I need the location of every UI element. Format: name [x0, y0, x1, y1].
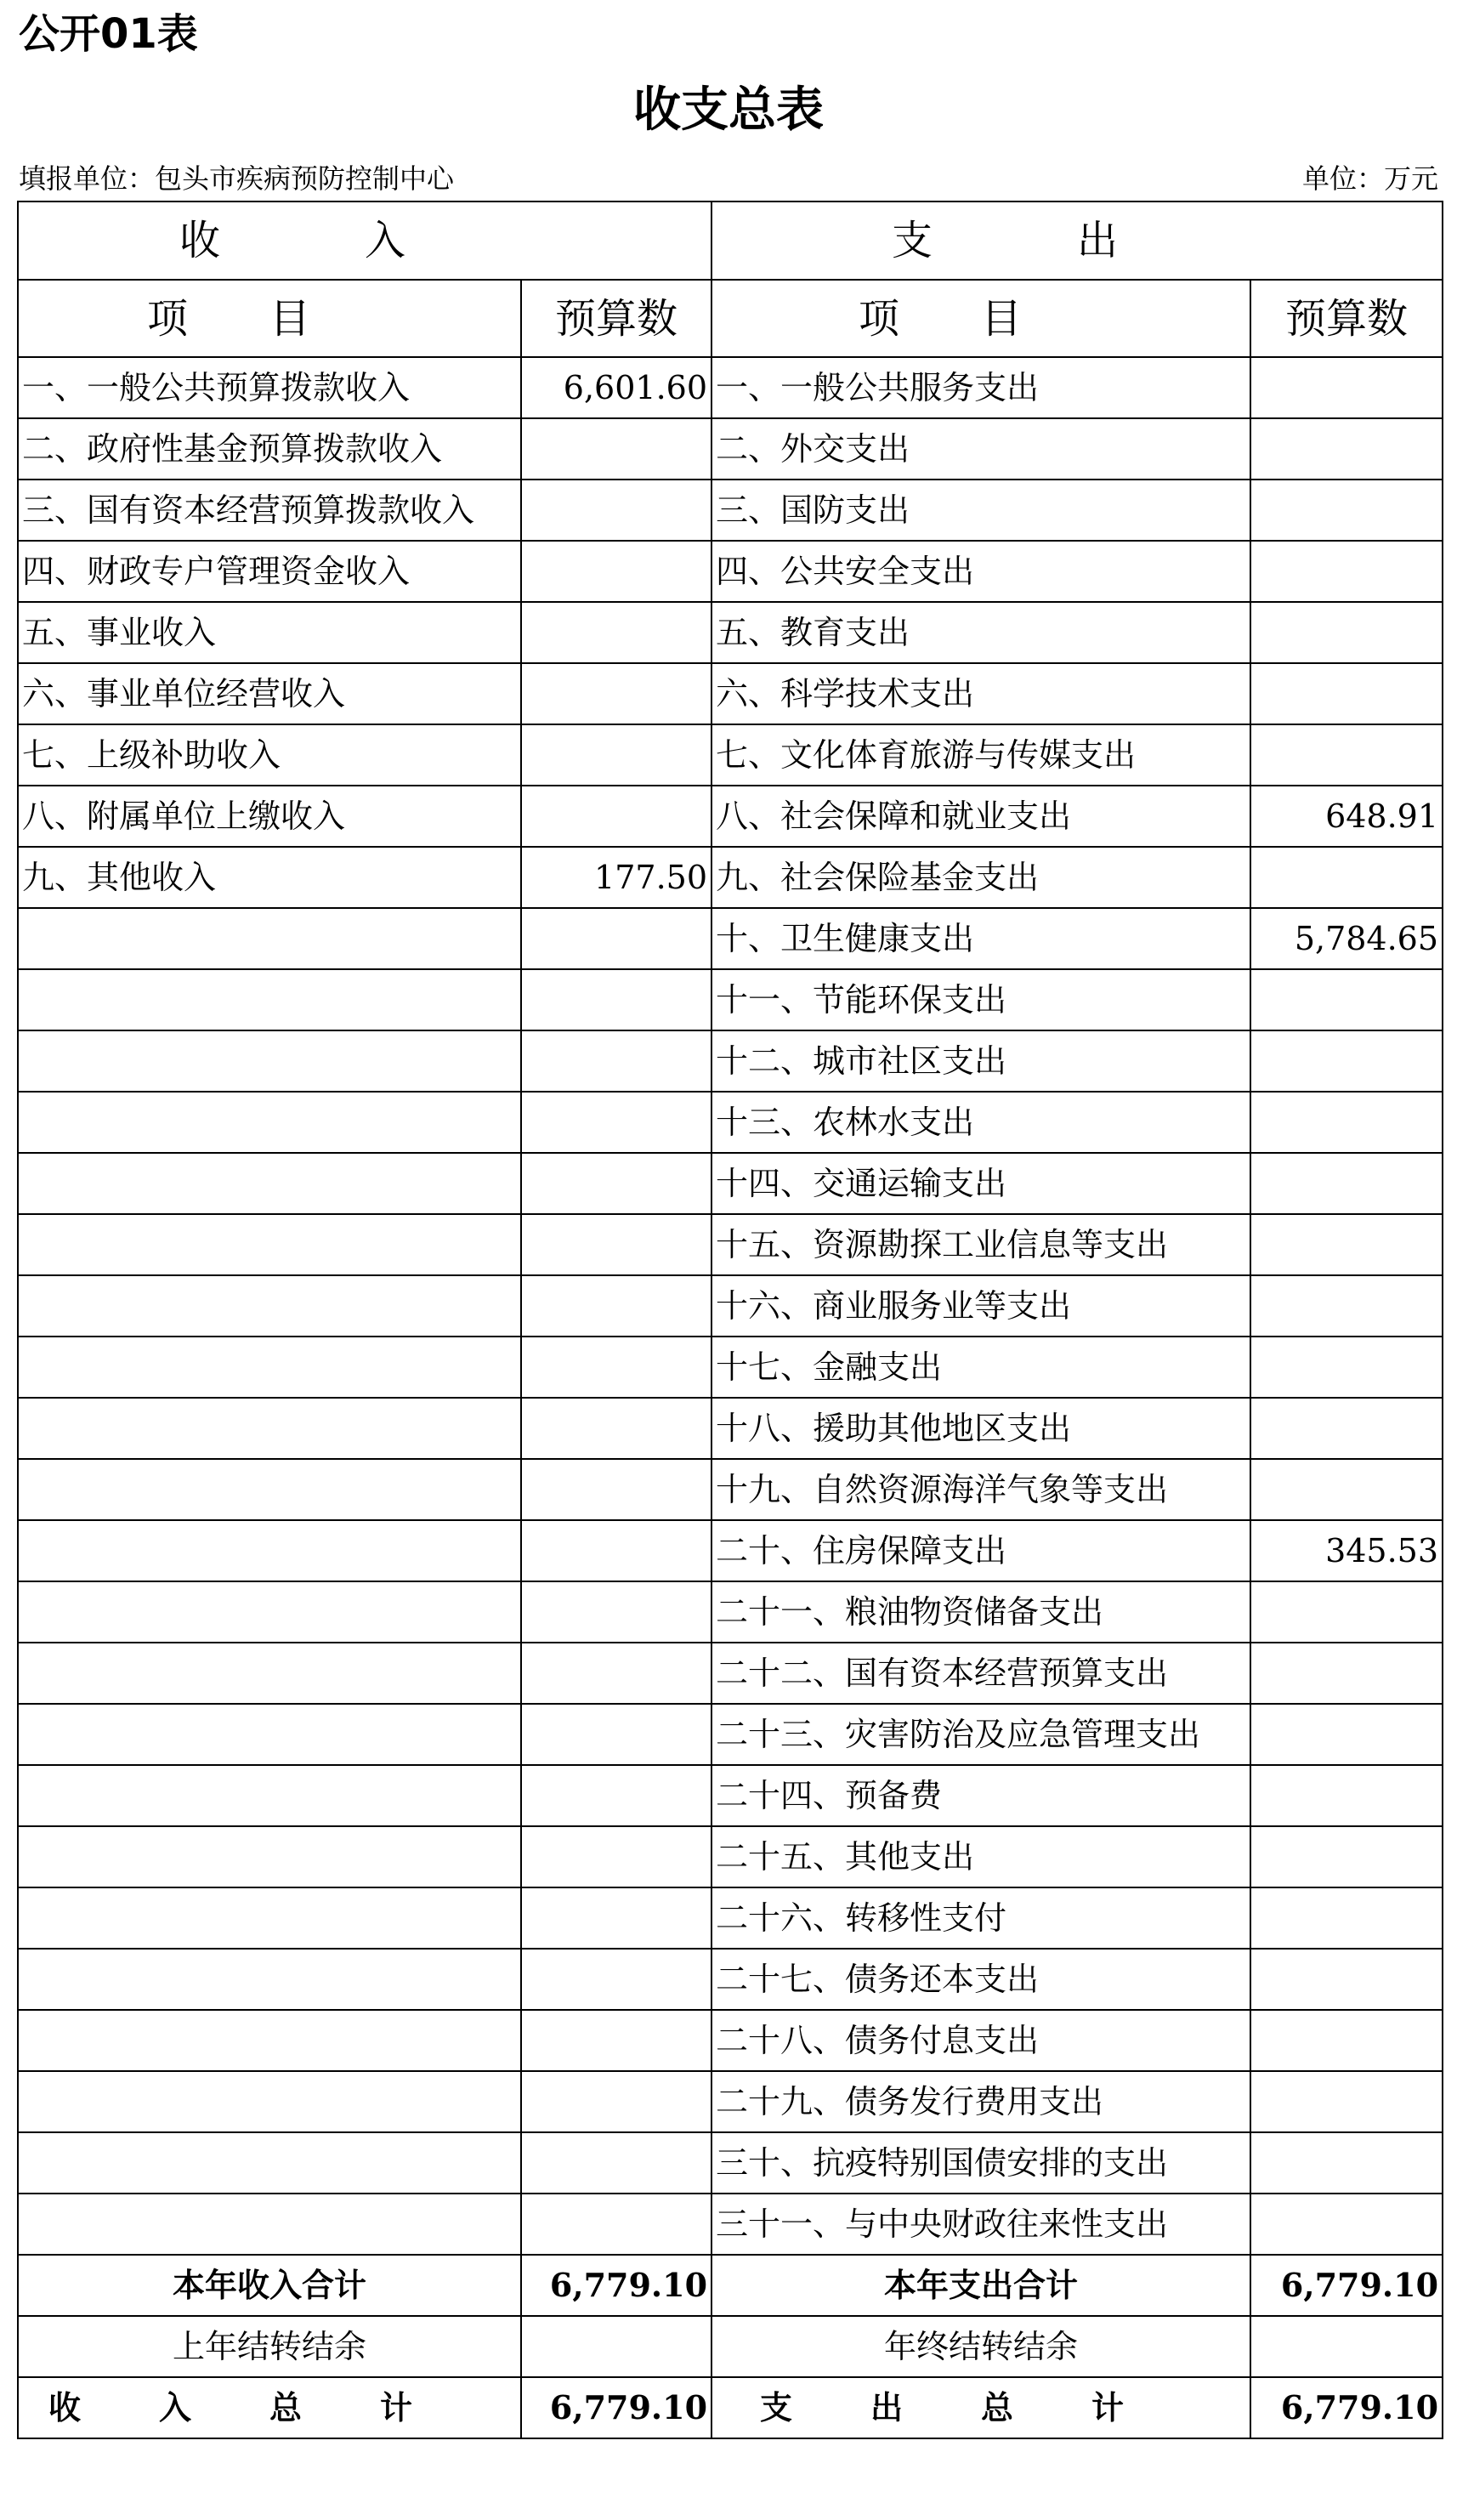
expense-item-cell: 十二、城市社区支出 — [711, 1030, 1250, 1092]
income-amount-cell — [521, 2194, 711, 2255]
expense-item-cell: 十一、节能环保支出 — [711, 969, 1250, 1030]
income-item-cell — [18, 1826, 521, 1887]
expense-amount-cell — [1250, 1092, 1443, 1153]
income-section-header: 收入 — [18, 201, 711, 280]
expense-amount-cell — [1250, 2132, 1443, 2194]
column-header-row — [18, 280, 1443, 357]
income-grand-total-label: 收入总计 — [18, 2377, 521, 2438]
expense-amount-cell — [1250, 418, 1443, 480]
table-row — [18, 2194, 1443, 2255]
expense-grand-total-amount: 6,779.10 — [1250, 2377, 1443, 2438]
income-item-cell — [18, 2132, 521, 2194]
income-amount-cell — [521, 1153, 711, 1214]
income-item-cell: 七、上级补助收入 — [18, 724, 521, 786]
income-item-cell — [18, 1520, 521, 1581]
expense-amount-cell — [1250, 480, 1443, 541]
income-amount-cell — [521, 1765, 711, 1826]
expense-item-cell: 二十八、债务付息支出 — [711, 2010, 1250, 2071]
expense-item-cell: 二十二、国有资本经营预算支出 — [711, 1643, 1250, 1704]
table-row — [18, 1337, 1443, 1398]
year-end-balance-label: 年终结转结余 — [711, 2316, 1250, 2377]
income-amount-cell — [521, 1581, 711, 1643]
expense-item-cell: 二十七、债务还本支出 — [711, 1949, 1250, 2010]
income-amount-cell — [521, 1704, 711, 1765]
income-item-cell: 四、财政专户管理资金收入 — [18, 541, 521, 602]
income-item-cell — [18, 1643, 521, 1704]
expense-item-cell: 二、外交支出 — [711, 418, 1250, 480]
expense-amount-cell — [1250, 1826, 1443, 1887]
annual-total-row — [18, 2255, 1443, 2316]
expense-item-cell: 十三、农林水支出 — [711, 1092, 1250, 1153]
income-item-cell — [18, 1030, 521, 1092]
expense-amount-cell: 345.53 — [1250, 1520, 1443, 1581]
income-item-cell — [18, 1887, 521, 1949]
expense-amount-cell — [1250, 1337, 1443, 1398]
table-row — [18, 2071, 1443, 2132]
income-item-cell: 一、一般公共预算拨款收入 — [18, 357, 521, 418]
income-amount-cell — [521, 1459, 711, 1520]
expense-amount-cell — [1250, 1275, 1443, 1337]
expense-item-cell: 十、卫生健康支出 — [711, 908, 1250, 969]
expense-year-total-label: 本年支出合计 — [711, 2255, 1250, 2316]
income-item-cell: 三、国有资本经营预算拨款收入 — [18, 480, 521, 541]
income-amount-cell — [521, 663, 711, 724]
income-item-cell — [18, 1581, 521, 1643]
expense-amount-cell — [1250, 1949, 1443, 2010]
income-amount-cell — [521, 724, 711, 786]
income-grand-total-amount: 6,779.10 — [521, 2377, 711, 2438]
reporting-unit: 填报单位：包头市疾病预防控制中心 — [19, 162, 455, 195]
table-row — [18, 602, 1443, 663]
expense-amount-cell — [1250, 1704, 1443, 1765]
expense-amount-cell — [1250, 1581, 1443, 1643]
income-amount-cell — [521, 786, 711, 847]
expense-amount-cell — [1250, 602, 1443, 663]
expense-item-cell: 二十一、粮油物资储备支出 — [711, 1581, 1250, 1643]
table-row — [18, 1643, 1443, 1704]
income-amount-cell — [521, 480, 711, 541]
income-amount-cell — [521, 541, 711, 602]
expense-item-cell: 五、教育支出 — [711, 602, 1250, 663]
income-amount-cell — [521, 418, 711, 480]
table-row — [18, 2010, 1443, 2071]
expense-amount-cell — [1250, 2071, 1443, 2132]
table-row — [18, 1153, 1443, 1214]
income-item-cell — [18, 908, 521, 969]
currency-unit: 单位：万元 — [1301, 162, 1438, 195]
income-item-cell — [18, 969, 521, 1030]
table-row — [18, 1275, 1443, 1337]
expense-item-cell: 二十九、债务发行费用支出 — [711, 2071, 1250, 2132]
table-row — [18, 1704, 1443, 1765]
income-amount-cell — [521, 908, 711, 969]
table-row — [18, 2132, 1443, 2194]
expense-item-cell: 二十三、灾害防治及应急管理支出 — [711, 1704, 1250, 1765]
expense-section-header: 支出 — [711, 201, 1443, 280]
table-row — [18, 1949, 1443, 2010]
table-row — [18, 1765, 1443, 1826]
income-item-cell — [18, 1092, 521, 1153]
income-amount-cell — [521, 1643, 711, 1704]
income-item-cell — [18, 1949, 521, 2010]
expense-item-cell: 七、文化体育旅游与传媒支出 — [711, 724, 1250, 786]
table-row — [18, 480, 1443, 541]
table-row — [18, 418, 1443, 480]
income-amount-cell — [521, 2132, 711, 2194]
income-item-cell — [18, 1765, 521, 1826]
income-amount-cell: 6,601.60 — [521, 357, 711, 418]
table-row — [18, 1581, 1443, 1643]
income-amount-cell — [521, 1826, 711, 1887]
page-title: 收支总表 — [633, 82, 824, 138]
expense-item-cell: 一、一般公共服务支出 — [711, 357, 1250, 418]
income-amount-cell — [521, 1092, 711, 1153]
expense-item-cell: 十九、自然资源海洋气象等支出 — [711, 1459, 1250, 1520]
income-amount-cell — [521, 969, 711, 1030]
carryover-amount — [521, 2316, 711, 2377]
income-amount-cell — [521, 1275, 711, 1337]
income-amount-cell — [521, 1398, 711, 1459]
expense-item-cell: 八、社会保障和就业支出 — [711, 786, 1250, 847]
expense-amount-cell — [1250, 1887, 1443, 1949]
income-item-cell — [18, 1275, 521, 1337]
expense-item-header: 项目 — [711, 280, 1250, 357]
expense-amount-cell: 5,784.65 — [1250, 908, 1443, 969]
expense-amount-cell — [1250, 1153, 1443, 1214]
income-amount-cell — [521, 1887, 711, 1949]
expense-amount-cell — [1250, 1030, 1443, 1092]
income-year-total-label: 本年收入合计 — [18, 2255, 521, 2316]
table-row — [18, 1030, 1443, 1092]
expense-item-cell: 二十四、预备费 — [711, 1765, 1250, 1826]
income-year-total-amount: 6,779.10 — [521, 2255, 711, 2316]
table-row — [18, 541, 1443, 602]
table-row — [18, 1092, 1443, 1153]
table-row — [18, 786, 1443, 847]
expense-amount-cell — [1250, 847, 1443, 908]
income-item-cell — [18, 1704, 521, 1765]
income-item-cell: 二、政府性基金预算拨款收入 — [18, 418, 521, 480]
income-amount-cell — [521, 1520, 711, 1581]
expense-amount-cell — [1250, 2194, 1443, 2255]
income-amount-cell — [521, 602, 711, 663]
income-budget-header: 预算数 — [521, 280, 711, 357]
income-amount-cell — [521, 1214, 711, 1275]
expense-item-cell: 三十、抗疫特别国债安排的支出 — [711, 2132, 1250, 2194]
expense-amount-cell — [1250, 1765, 1443, 1826]
table-row — [18, 1520, 1443, 1581]
table-row — [18, 357, 1443, 418]
table-row — [18, 1887, 1443, 1949]
expense-year-total-amount: 6,779.10 — [1250, 2255, 1443, 2316]
income-item-cell — [18, 1214, 521, 1275]
expense-item-cell: 六、科学技术支出 — [711, 663, 1250, 724]
expense-item-cell: 十六、商业服务业等支出 — [711, 1275, 1250, 1337]
expense-item-cell: 十七、金融支出 — [711, 1337, 1250, 1398]
income-item-cell — [18, 2194, 521, 2255]
expense-item-cell: 四、公共安全支出 — [711, 541, 1250, 602]
income-item-cell: 五、事业收入 — [18, 602, 521, 663]
expense-item-cell: 十五、资源勘探工业信息等支出 — [711, 1214, 1250, 1275]
table-row — [18, 847, 1443, 908]
expense-item-cell: 十四、交通运输支出 — [711, 1153, 1250, 1214]
income-item-cell — [18, 1153, 521, 1214]
income-amount-cell — [521, 1337, 711, 1398]
income-item-cell: 八、附属单位上缴收入 — [18, 786, 521, 847]
expense-item-cell: 二十、住房保障支出 — [711, 1520, 1250, 1581]
year-end-balance-amount — [1250, 2316, 1443, 2377]
income-item-cell — [18, 1398, 521, 1459]
expense-item-cell: 三、国防支出 — [711, 480, 1250, 541]
expense-grand-total-label: 支出总计 — [711, 2377, 1250, 2438]
expense-item-cell: 二十六、转移性支付 — [711, 1887, 1250, 1949]
income-amount-cell — [521, 2010, 711, 2071]
section-header-row — [18, 201, 1443, 280]
expense-amount-cell — [1250, 541, 1443, 602]
income-amount-cell — [521, 1030, 711, 1092]
expense-item-cell: 九、社会保险基金支出 — [711, 847, 1250, 908]
expense-item-cell: 二十五、其他支出 — [711, 1826, 1250, 1887]
income-amount-cell: 177.50 — [521, 847, 711, 908]
expense-amount-cell — [1250, 724, 1443, 786]
expense-amount-cell — [1250, 1459, 1443, 1520]
table-row — [18, 969, 1443, 1030]
expense-amount-cell — [1250, 1643, 1443, 1704]
income-expense-table — [17, 201, 1443, 2439]
expense-budget-header: 预算数 — [1250, 280, 1443, 357]
table-row — [18, 1398, 1443, 1459]
carryover-row — [18, 2316, 1443, 2377]
income-item-cell: 九、其他收入 — [18, 847, 521, 908]
income-amount-cell — [521, 2071, 711, 2132]
income-item-header: 项目 — [18, 280, 521, 357]
table-row — [18, 1459, 1443, 1520]
form-code: 公开01表 — [19, 10, 198, 58]
income-item-cell — [18, 2071, 521, 2132]
income-item-cell — [18, 1337, 521, 1398]
expense-amount-cell — [1250, 969, 1443, 1030]
expense-amount-cell — [1250, 357, 1443, 418]
expense-item-cell: 十八、援助其他地区支出 — [711, 1398, 1250, 1459]
expense-amount-cell — [1250, 2010, 1443, 2071]
expense-amount-cell — [1250, 1214, 1443, 1275]
income-item-cell: 六、事业单位经营收入 — [18, 663, 521, 724]
expense-amount-cell — [1250, 1398, 1443, 1459]
table-row — [18, 908, 1443, 969]
expense-amount-cell: 648.91 — [1250, 786, 1443, 847]
grand-total-row — [18, 2377, 1443, 2438]
income-item-cell — [18, 2010, 521, 2071]
income-item-cell — [18, 1459, 521, 1520]
expense-amount-cell — [1250, 663, 1443, 724]
table-row — [18, 1214, 1443, 1275]
income-amount-cell — [521, 1949, 711, 2010]
table-row — [18, 724, 1443, 786]
table-row — [18, 1826, 1443, 1887]
carryover-label: 上年结转结余 — [18, 2316, 521, 2377]
expense-item-cell: 三十一、与中央财政往来性支出 — [711, 2194, 1250, 2255]
table-row — [18, 663, 1443, 724]
